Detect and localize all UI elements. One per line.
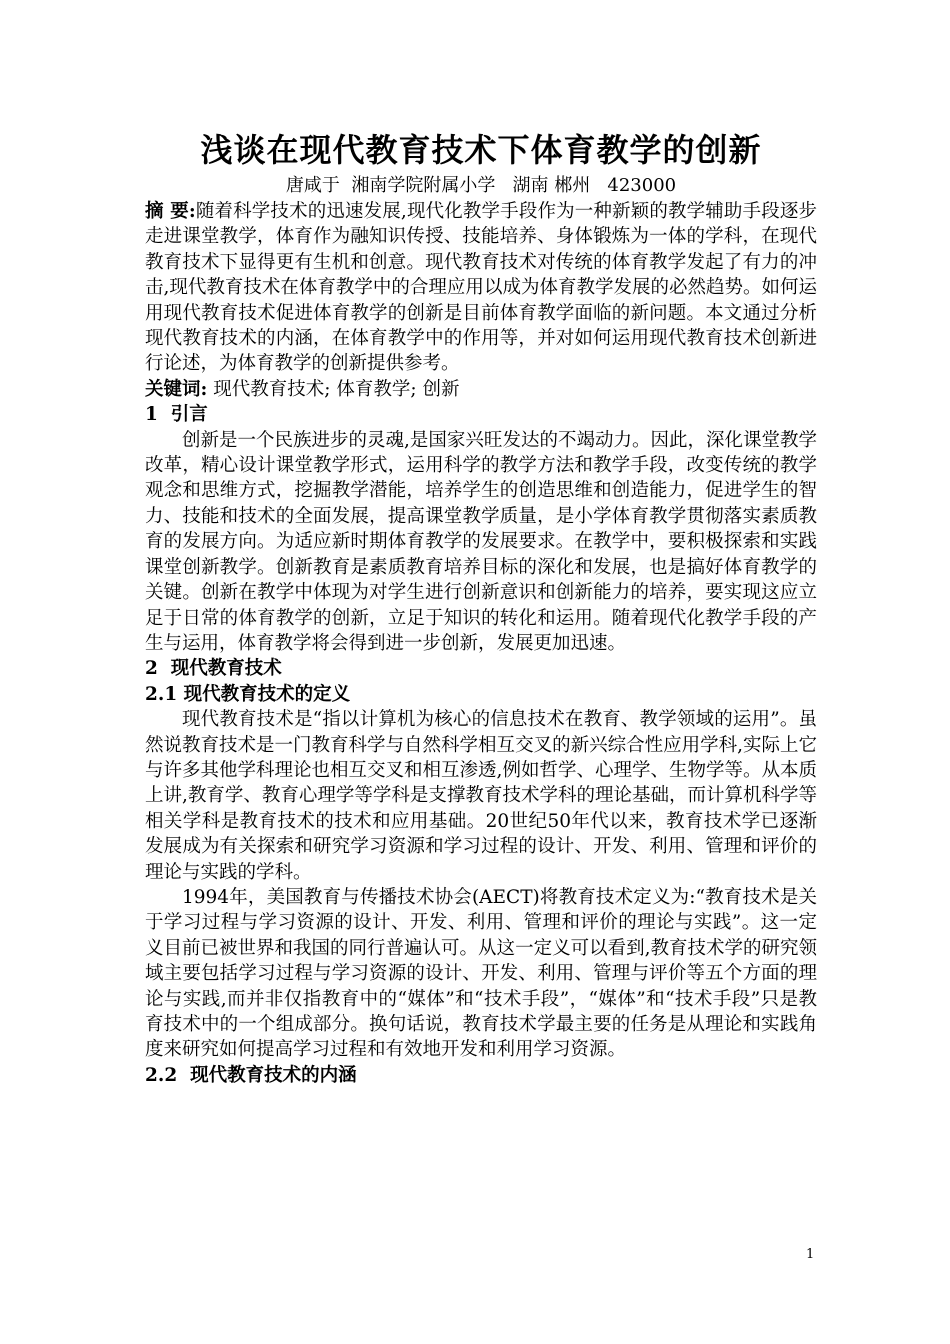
abstract-label: 摘 要:	[145, 201, 196, 222]
abstract-text: 随着科学技术的迅速发展,现代化教学手段作为一种新颖的教学辅助手段逐步走进课堂教学，体育作为融知识传授、技能培养、身体锻炼为一体的学科，在现代教育技术下显得更有生机和创意。现代教育技术对传统的体育教学发起了有力的冲击,现代教育技术在体育教学中的合理应用以成为体育教学发展的必然趋势。如何运用现代教育技术促进体育教学的创新是目前体育教学面临的新问题。本文通过分析现代教育技术的内涵，在体育教学中的作用等，并对如何运用现代教育技术创新进行论述，为体育教学的创新提供参考。	[145, 201, 817, 375]
section-1-heading: 1 引言	[145, 404, 208, 426]
keywords-text: 现代教育技术; 体育教学; 创新	[207, 378, 460, 400]
paper-title: 浅谈在现代教育技术下体育教学的创新	[200, 131, 762, 169]
document-body	[145, 127, 817, 1088]
keywords-label: 关键词:	[145, 378, 208, 400]
section-2-1-paragraph-2: 1994年，美国教育与传播技术协会(AECT)将教育技术定义为:“教育技术是关于学习过程与学习资源的设计、开发、利用、管理和评价的理论与实践”。这一定义目前已被世界和我国的同行普遍认可。从这一定义可以看到,教育技术学的研究领域主要包括学习过程与学习资源的设计、开发、利用、管理与评价等五个方面的理论与实践,而并非仅指教育中的“媒体”和“技术手段”，“媒体”和“技术手段”只是教育技术中的一个组成部分。换句话说，教育技术学最主要的任务是从理论和实践角度来研究如何提高学习过程和有效地开发和利用学习资源。	[145, 886, 817, 1061]
section-2-2-heading: 2.2 现代教育技术的内涵	[145, 1064, 357, 1086]
section-2-heading: 2 现代教育技术	[145, 658, 282, 680]
author-affiliation: 唐咸于 湘南学院附属小学 湖南 郴州 423000	[285, 175, 677, 196]
section-2-1-paragraph-1: 现代教育技术是“指以计算机为核心的信息技术在教育、教学领域的运用”。虽然说教育技术是一门教育科学与自然科学相互交叉的新兴综合性应用学科,实际上它与许多其他学科理论也相互交叉和相互渗透,例如哲学、心理学、生物学等。从本质上讲,教育学、教育心理学等学科是支撑教育技术学科的理论基础，而计算机科学等相关学科是教育技术的技术和应用基础。20世纪50年代以来，教育技术学已逐渐发展成为有关探索和研究学习资源和学习过程的设计、开发、利用、管理和评价的理论与实践的学科。	[145, 709, 817, 883]
section-2-1-heading: 2.1 现代教育技术的定义	[145, 683, 351, 705]
section-1-paragraph: 创新是一个民族进步的灵魂,是国家兴旺发达的不竭动力。因此，深化课堂教学改革，精心设计课堂教学形式，运用科学的教学方法和教学手段，改变传统的教学观念和思维方式，挖掘教学潜能，培养学生的创造思维和创造能力，促进学生的智力、技能和技术的全面发展，提高课堂教学质量，是小学体育教学贯彻落实素质教育的发展方向。为适应新时期体育教学的发展要求。在教学中，要积极探索和实践课堂创新教学。创新教育是素质教育培养目标的深化和发展，也是搞好体育教学的关键。创新在教学中体现为对学生进行创新意识和创新能力的培养，要实现这应立足于日常的体育教学的创新，立足于知识的转化和运用。随着现代化教学手段的产生与运用，体育教学将会得到进一步创新，发展更加迅速。	[145, 429, 817, 654]
abstract	[145, 199, 817, 377]
page-number: 1	[806, 1247, 815, 1262]
keywords	[145, 377, 817, 402]
